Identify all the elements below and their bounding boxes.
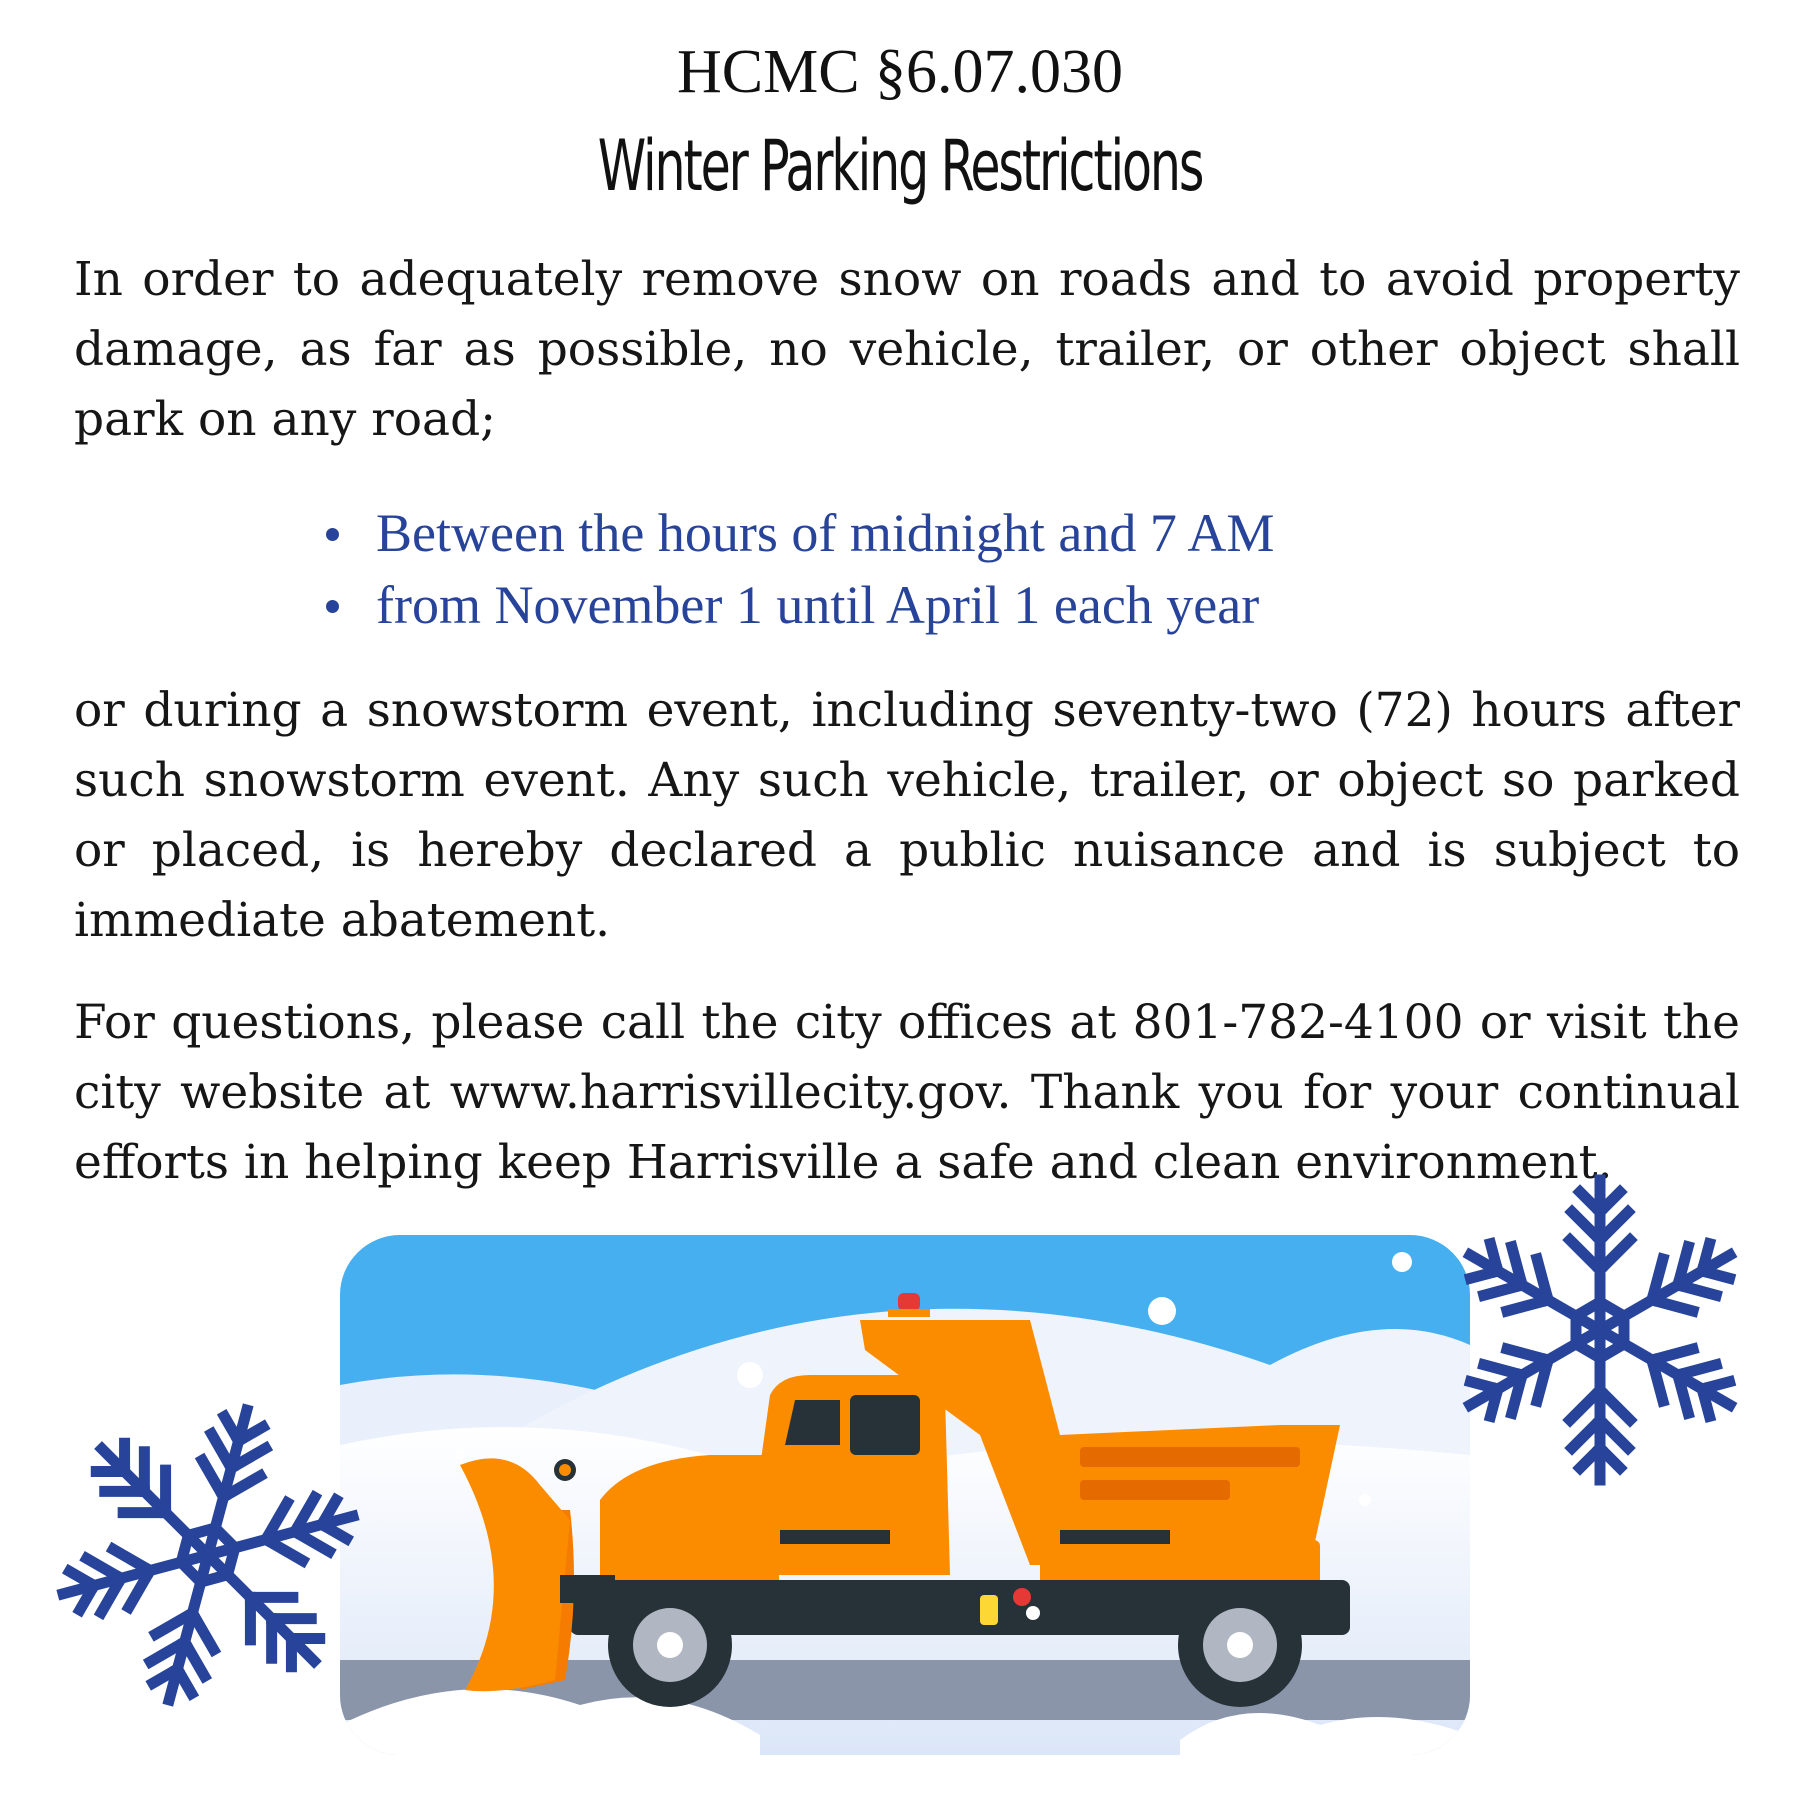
restriction-list bbox=[318, 497, 1618, 641]
snowplow-truck-illustration bbox=[340, 1235, 1470, 1755]
list-item: Between the hours of midnight and 7 AM bbox=[318, 497, 1618, 569]
snowstorm-paragraph: or during a snowstorm event, including seventy-two (72) hours after such snowstorm event. Any such vehicle, trailer, or object so parked or placed, is hereby declared a public nuisance and is subject to immediate abatement. bbox=[74, 683, 1740, 948]
intro-paragraph: In order to adequately remove snow on roads and to avoid property damage, as far as possible, no vehicle, trailer, or other object shall park on any road; bbox=[74, 252, 1740, 447]
snowflake-icon bbox=[48, 1395, 368, 1715]
snowflake-icon bbox=[1440, 1170, 1760, 1490]
contact-paragraph: For questions, please call the city offices at 801-782-4100 or visit the city website at www.harrisvillecity.gov. Thank you for your continual efforts in helping keep Harrisville a safe and clean environment. bbox=[74, 995, 1740, 1190]
ordinance-code: HCMC §6.07.030 bbox=[676, 38, 1124, 106]
page-title: Winter Parking Restrictions bbox=[597, 125, 1203, 207]
list-item: from November 1 until April 1 each year bbox=[318, 569, 1618, 641]
